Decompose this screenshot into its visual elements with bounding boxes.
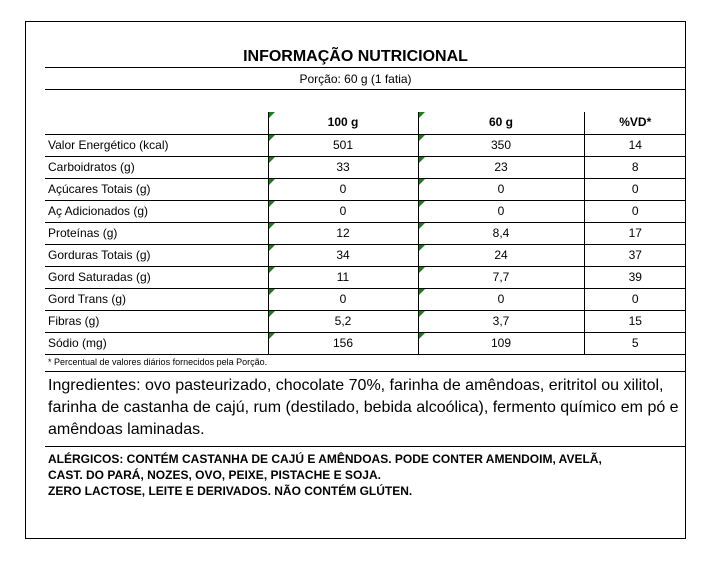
column-header-60g: 60 g: [418, 112, 584, 134]
table-row: [45, 310, 686, 332]
value-vd: 17: [584, 222, 686, 244]
portion-size: Porção: 60 g (1 fatia): [299, 72, 412, 86]
value-100g: 12: [268, 222, 418, 244]
nutrient-name: Aç Adicionados (g): [45, 200, 268, 222]
value-100g: 33: [268, 156, 418, 178]
value-100g: 0: [268, 200, 418, 222]
nutrient-name: Açúcares Totais (g): [45, 178, 268, 200]
value-vd: 0: [584, 288, 686, 310]
value-60g: 3,7: [418, 310, 584, 332]
value-vd: 14: [584, 134, 686, 156]
value-60g: 7,7: [418, 266, 584, 288]
table-row: [45, 178, 686, 200]
value-60g: 0: [418, 200, 584, 222]
nutrient-name: Gord Saturadas (g): [45, 266, 268, 288]
divider: [45, 67, 686, 68]
nutrient-name: Sódio (mg): [45, 332, 268, 354]
header-empty-cell: [45, 112, 268, 134]
nutrient-name: Gorduras Totais (g): [45, 244, 268, 266]
ingredients-text: Ingredientes: ovo pasteurizado, chocolate 70%, farinha de amêndoas, eritritol ou xilitol, farinha de castanha de cajú, rum (destilado, bebida alcoólica), fermento químico em pó e amêndoas laminadas.: [48, 377, 679, 438]
allergen-line: ALÉRGICOS: CONTÉM CASTANHA DE CAJÚ E AMÊNDOAS. PODE CONTER AMENDOIM, AVELÃ,: [48, 452, 602, 466]
divider: [45, 371, 686, 372]
value-60g: 8,4: [418, 222, 584, 244]
value-vd: 0: [584, 200, 686, 222]
column-header-100g: 100 g: [268, 112, 418, 134]
table-row: [45, 156, 686, 178]
value-vd: 37: [584, 244, 686, 266]
table-row: [45, 332, 686, 354]
table-row: [45, 134, 686, 156]
value-60g: 350: [418, 134, 584, 156]
label-title: INFORMAÇÃO NUTRICIONAL: [243, 48, 468, 65]
allergen-line: ZERO LACTOSE, LEITE E DERIVADOS. NÃO CONTÉM GLÚTEN.: [48, 484, 413, 498]
table-row: [45, 288, 686, 310]
value-100g: 501: [268, 134, 418, 156]
value-100g: 0: [268, 288, 418, 310]
divider: [45, 446, 686, 447]
nutrient-name: Gord Trans (g): [45, 288, 268, 310]
allergen-line: CAST. DO PARÁ, NOZES, OVO, PEIXE, PISTACHE E SOJA.: [48, 468, 381, 482]
value-60g: 0: [418, 288, 584, 310]
table-row: [45, 244, 686, 266]
value-vd: 8: [584, 156, 686, 178]
value-100g: 156: [268, 332, 418, 354]
table-row: [45, 222, 686, 244]
value-100g: 34: [268, 244, 418, 266]
column-header-vd: %VD*: [584, 112, 686, 134]
value-100g: 5,2: [268, 310, 418, 332]
value-60g: 0: [418, 178, 584, 200]
table-header-row: [45, 112, 686, 134]
value-100g: 0: [268, 178, 418, 200]
value-60g: 109: [418, 332, 584, 354]
nutrient-name: Carboidratos (g): [45, 156, 268, 178]
table-row: [45, 266, 686, 288]
value-60g: 24: [418, 244, 584, 266]
nutrient-name: Fibras (g): [45, 310, 268, 332]
value-100g: 11: [268, 266, 418, 288]
value-60g: 23: [418, 156, 584, 178]
nutrient-name: Valor Energético (kcal): [45, 134, 268, 156]
value-vd: 15: [584, 310, 686, 332]
nutrient-name: Proteínas (g): [45, 222, 268, 244]
allergen-warning: [48, 451, 684, 499]
table-row: [45, 200, 686, 222]
nutrition-table: [45, 112, 686, 355]
value-vd: 39: [584, 266, 686, 288]
daily-value-footnote: * Percentual de valores diários fornecidos pela Porção.: [48, 357, 268, 367]
value-vd: 0: [584, 178, 686, 200]
value-vd: 5: [584, 332, 686, 354]
nutrition-facts-panel: [25, 21, 686, 539]
divider: [45, 89, 686, 90]
